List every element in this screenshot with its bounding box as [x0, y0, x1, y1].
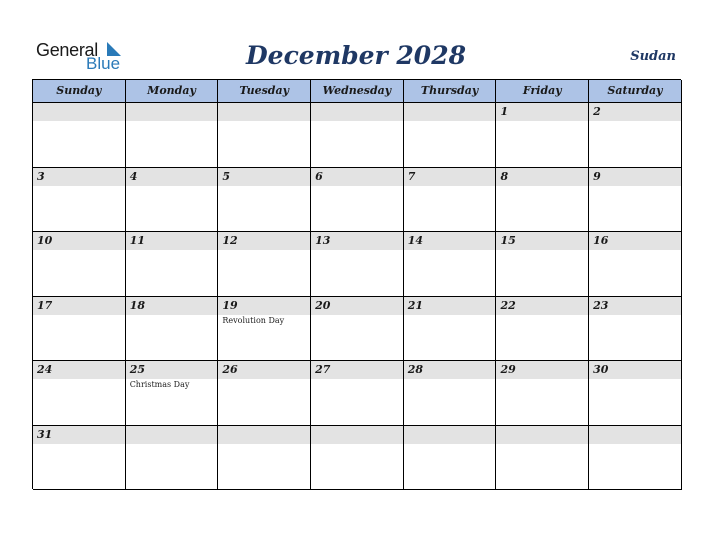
weekday-header-wednesday: Wednesday: [311, 80, 404, 103]
day-number: 4: [126, 168, 218, 186]
day-number: 13: [311, 232, 403, 250]
day-cell-9: [589, 168, 682, 233]
day-cell-10: [33, 232, 126, 297]
day-cell-empty: [589, 426, 682, 491]
day-number: 1: [496, 103, 588, 121]
day-number: [404, 426, 496, 444]
day-number: 28: [404, 361, 496, 379]
day-cell-5: [218, 168, 311, 233]
day-cell-empty: [404, 426, 497, 491]
day-number: 19: [218, 297, 310, 315]
day-number: 18: [126, 297, 218, 315]
country-label: Sudan: [630, 49, 676, 64]
week-row: [33, 297, 681, 362]
day-cell-empty: [218, 103, 311, 168]
day-number: 29: [496, 361, 588, 379]
day-number: [311, 426, 403, 444]
day-cell-empty: [311, 426, 404, 491]
day-cell-20: [311, 297, 404, 362]
day-number: [404, 103, 496, 121]
day-cell-13: [311, 232, 404, 297]
day-cell-3: [33, 168, 126, 233]
calendar-weeks: [33, 103, 681, 490]
day-number: 24: [33, 361, 125, 379]
day-cell-empty: [218, 426, 311, 491]
day-cell-8: [496, 168, 589, 233]
day-cell-29: [496, 361, 589, 426]
day-number: [33, 103, 125, 121]
day-cell-empty: [126, 103, 219, 168]
weekday-header-monday: Monday: [126, 80, 219, 103]
day-cell-6: [311, 168, 404, 233]
day-number: 2: [589, 103, 681, 121]
holiday-label: Christmas Day: [129, 380, 190, 389]
day-number: 31: [33, 426, 125, 444]
calendar-grid: [32, 79, 681, 489]
day-number: 3: [33, 168, 125, 186]
day-number: 15: [496, 232, 588, 250]
day-cell-25: [126, 361, 219, 426]
day-cell-2: [589, 103, 682, 168]
day-number: 27: [311, 361, 403, 379]
day-number: 10: [33, 232, 125, 250]
day-cell-22: [496, 297, 589, 362]
day-cell-18: [126, 297, 219, 362]
week-row: [33, 232, 681, 297]
day-cell-28: [404, 361, 497, 426]
weekday-header-friday: Friday: [496, 80, 589, 103]
day-number: [311, 103, 403, 121]
day-number: 25: [126, 361, 218, 379]
day-cell-14: [404, 232, 497, 297]
holiday-label: Revolution Day: [222, 315, 285, 325]
logo-text-blue: Blue: [86, 54, 121, 73]
day-number: 12: [218, 232, 310, 250]
day-cell-21: [404, 297, 497, 362]
day-number: 20: [311, 297, 403, 315]
weekday-header-saturday: Saturday: [589, 80, 682, 103]
day-number: [126, 103, 218, 121]
week-row: [33, 103, 681, 168]
day-cell-17: [33, 297, 126, 362]
weekday-header-tuesday: Tuesday: [218, 80, 311, 103]
day-number: 22: [496, 297, 588, 315]
day-number: 14: [404, 232, 496, 250]
day-number: 16: [589, 232, 681, 250]
day-cell-empty: [126, 426, 219, 491]
day-number: 30: [589, 361, 681, 379]
day-cell-23: [589, 297, 682, 362]
weekday-header-thursday: Thursday: [404, 80, 497, 103]
day-cell-empty: [496, 426, 589, 491]
day-number: 26: [218, 361, 310, 379]
day-number: 21: [404, 297, 496, 315]
day-number: 5: [218, 168, 310, 186]
day-number: 23: [589, 297, 681, 315]
day-cell-4: [126, 168, 219, 233]
week-row: [33, 426, 681, 491]
day-cell-24: [33, 361, 126, 426]
calendar-title: December 2028: [245, 41, 466, 70]
day-cell-16: [589, 232, 682, 297]
weekday-header-row: [33, 80, 681, 103]
day-cell-7: [404, 168, 497, 233]
day-cell-empty: [311, 103, 404, 168]
day-cell-empty: [33, 103, 126, 168]
day-cell-26: [218, 361, 311, 426]
day-number: [589, 426, 681, 444]
day-number: 6: [311, 168, 403, 186]
day-cell-15: [496, 232, 589, 297]
day-number: 17: [33, 297, 125, 315]
week-row: [33, 361, 681, 426]
day-cell-27: [311, 361, 404, 426]
day-cell-19: [218, 297, 311, 362]
day-number: 8: [496, 168, 588, 186]
logo-text-general: General: [36, 40, 98, 60]
day-cell-1: [496, 103, 589, 168]
week-row: [33, 168, 681, 233]
day-number: 9: [589, 168, 681, 186]
day-number: [496, 426, 588, 444]
day-cell-31: [33, 426, 126, 491]
day-number: [218, 103, 310, 121]
weekday-header-sunday: Sunday: [33, 80, 126, 103]
day-number: [218, 426, 310, 444]
day-cell-empty: [404, 103, 497, 168]
day-cell-11: [126, 232, 219, 297]
day-cell-30: [589, 361, 682, 426]
day-number: 7: [404, 168, 496, 186]
day-number: [126, 426, 218, 444]
day-number: 11: [126, 232, 218, 250]
day-cell-12: [218, 232, 311, 297]
